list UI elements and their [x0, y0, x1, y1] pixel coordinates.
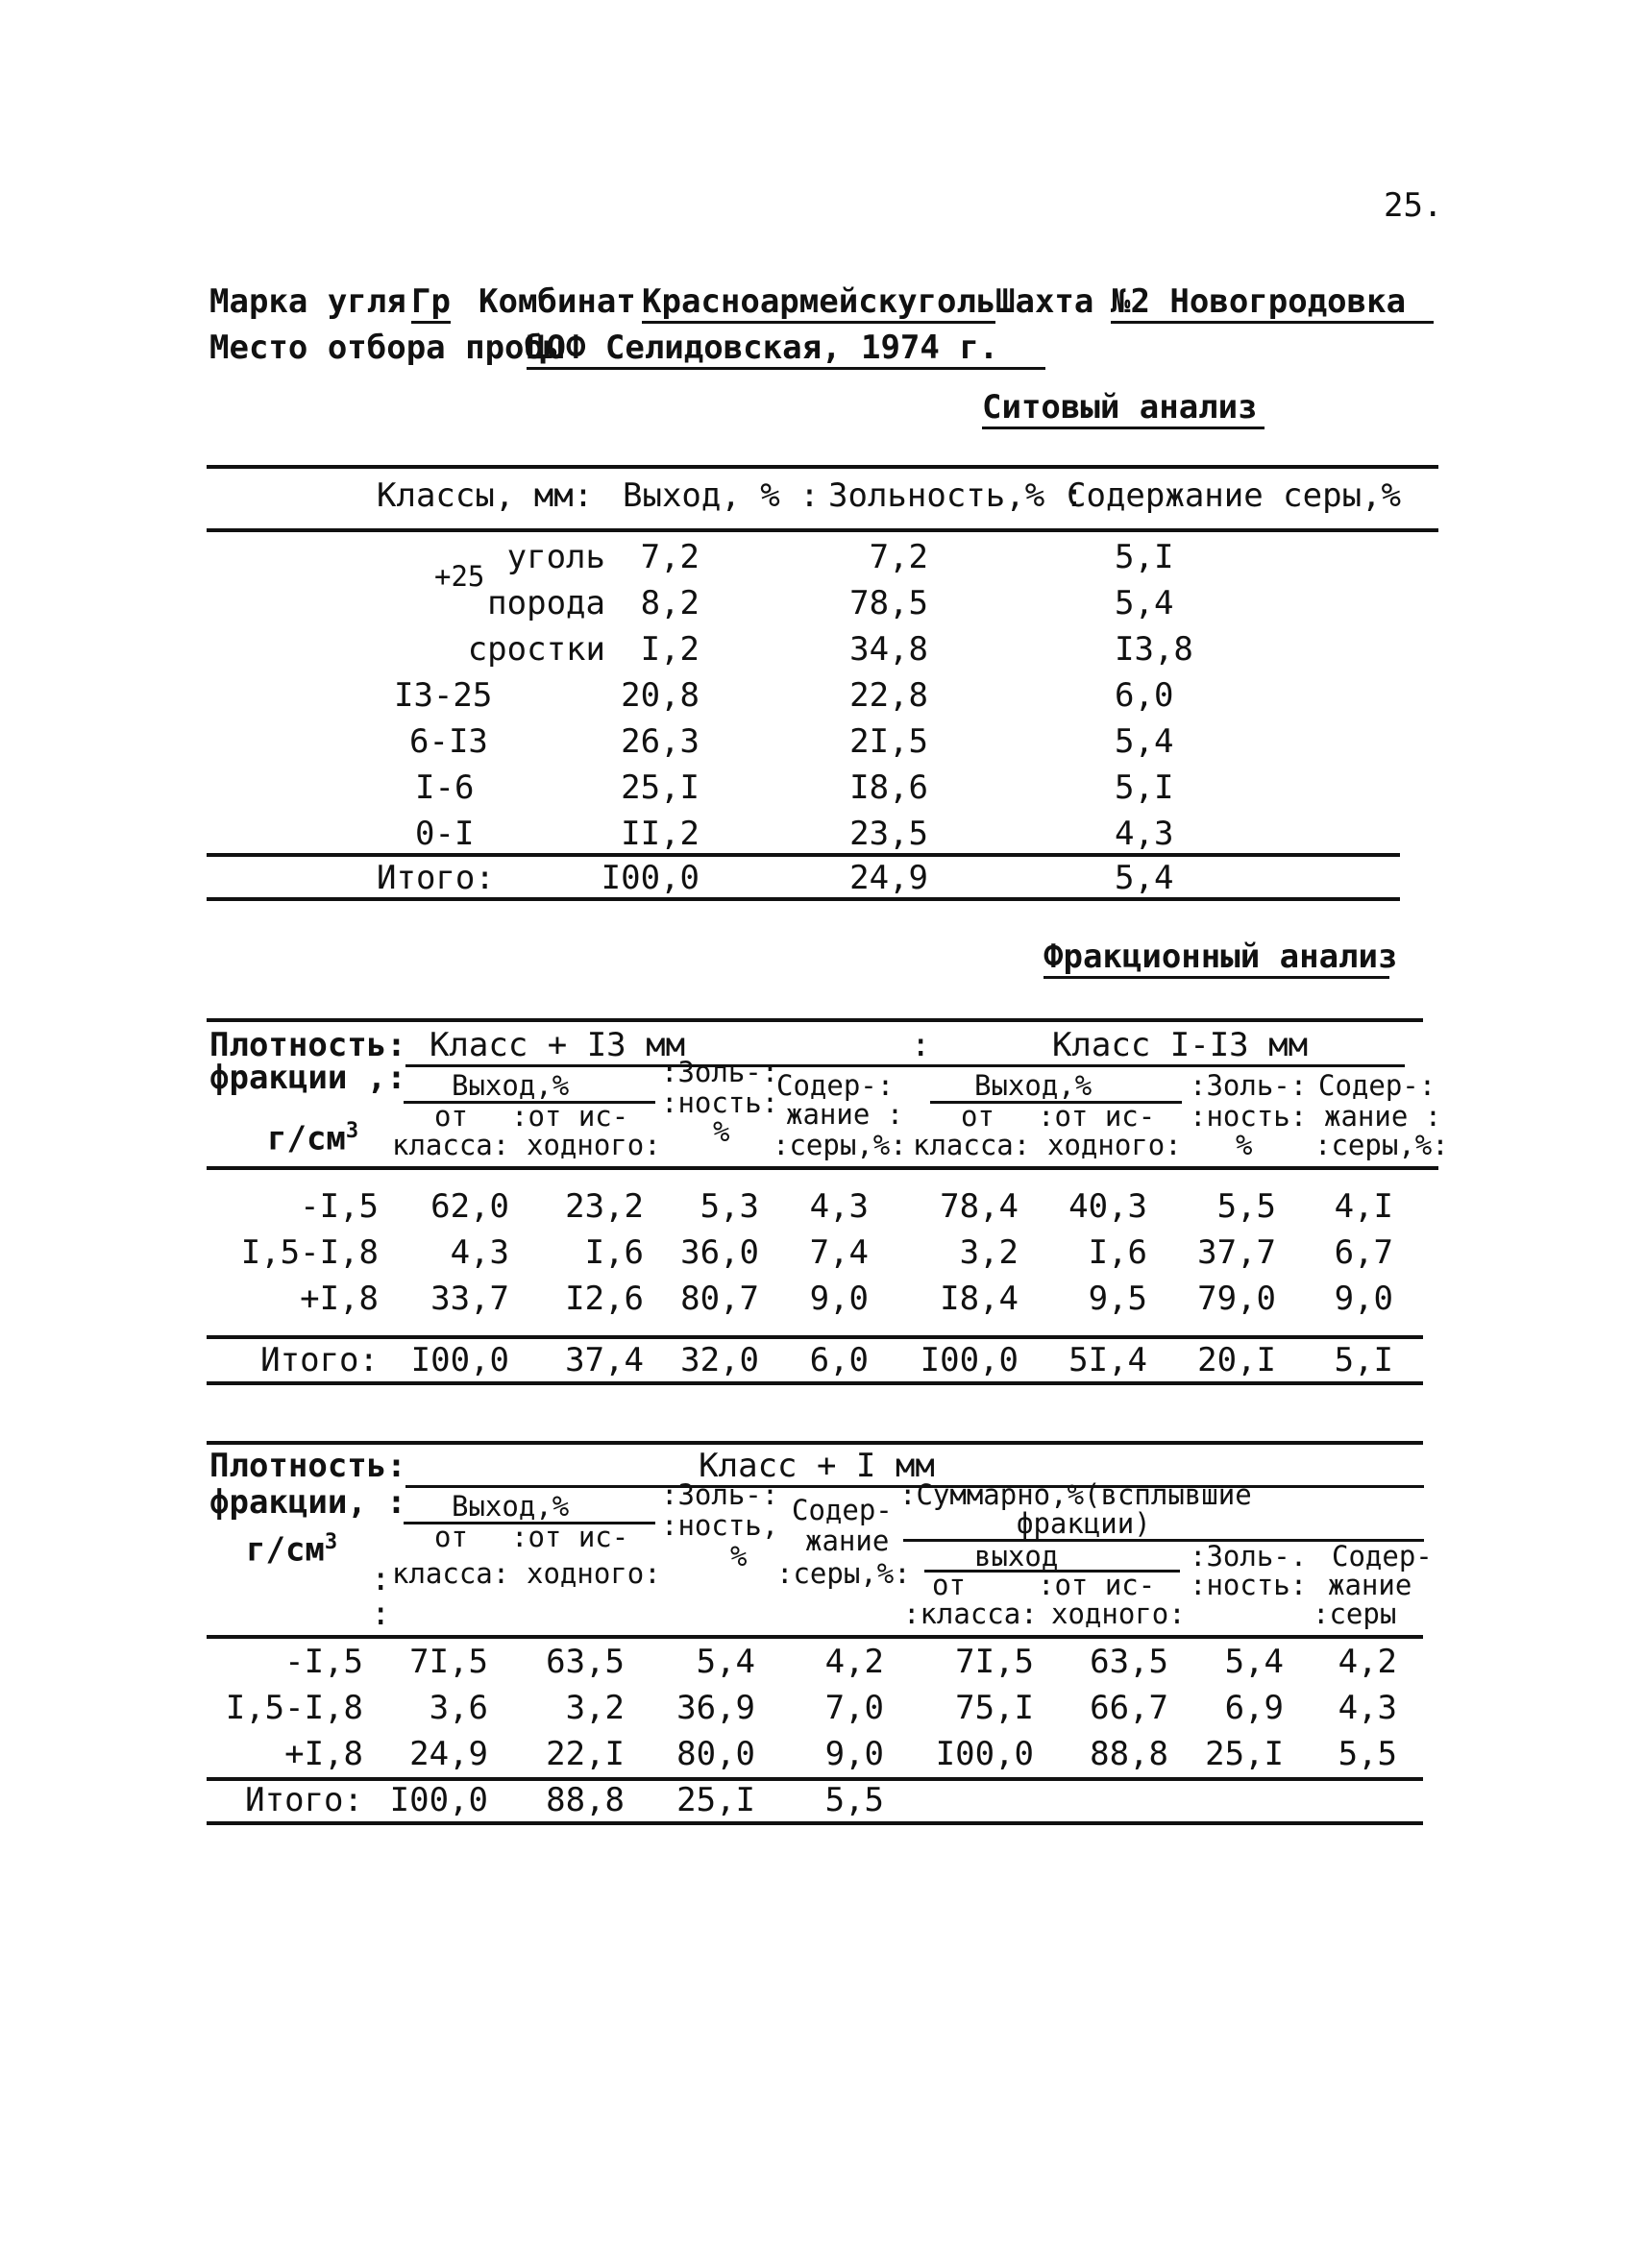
sieve-class: уголь	[506, 538, 605, 576]
fraction-total-a-is: 37,4	[565, 1341, 644, 1379]
kombinat-value: Красноармейскуголь	[642, 282, 995, 324]
third-sum-soder-1: Содер-	[1332, 1540, 1433, 1573]
sieve-top-rule	[207, 465, 1438, 469]
third-sum-sera-val: 4,2	[1338, 1643, 1397, 1681]
fraction-a-ot-val: 4,3	[450, 1233, 509, 1272]
third-is-val: 22,I	[546, 1735, 625, 1773]
third-ot-val: 7I,5	[409, 1643, 488, 1681]
fraction-b-sera-val: 4,I	[1334, 1187, 1393, 1226]
third-density-3	[246, 1524, 337, 1569]
third-zol-1: :Золь-:	[661, 1478, 779, 1511]
sieve-header-rule	[207, 528, 1438, 532]
third-sum-ot-val: I00,0	[935, 1735, 1034, 1773]
third-sum-zol-2: :ность:	[1190, 1569, 1308, 1601]
fraction-a-zol-val: 80,7	[680, 1280, 759, 1318]
sieve-sulfur: 6,0	[1115, 676, 1174, 715]
third-yield: Выход,%	[452, 1490, 570, 1523]
fraction-total-a-zol: 32,0	[680, 1341, 759, 1379]
third-ot-is: :от ис-	[511, 1521, 629, 1553]
fraction-a-hodnogo: ходного:	[527, 1129, 661, 1161]
fraction-a-is-val: 23,2	[565, 1187, 644, 1226]
sieve-total-yield: I00,0	[601, 859, 700, 897]
sieve-ash: 2I,5	[849, 722, 928, 761]
sieve-sulfur: 5,I	[1115, 768, 1174, 807]
fraction-density-1: Плотность:	[209, 1026, 406, 1064]
density-unit-sup: 3	[324, 1530, 338, 1554]
third-zol-val: 80,0	[676, 1735, 755, 1773]
marka-value: Гр	[411, 282, 451, 324]
fraction-a-ot-is: :от ис-	[511, 1100, 629, 1133]
sieve-class: I3-25	[394, 676, 493, 715]
fraction-a-zol-val: 5,3	[700, 1187, 759, 1226]
fraction-b-soder-1: Содер-:	[1318, 1069, 1436, 1102]
fraction-title: Фракционный анализ	[1043, 938, 1389, 979]
fraction-a-ot: от	[434, 1100, 468, 1133]
third-density: +I,8	[284, 1735, 363, 1773]
fraction-b-zol-val: 79,0	[1197, 1280, 1276, 1318]
third-zol-2: :ность,	[661, 1509, 779, 1542]
third-header-rule	[207, 1635, 1423, 1639]
fraction-b-zol-3: %	[1236, 1129, 1253, 1161]
fraction-bottom-rule	[207, 1381, 1423, 1385]
fraction-b-soder-2: жание :	[1324, 1100, 1442, 1133]
third-sum-1: :Суммарно,%(всплывшие	[899, 1478, 1252, 1511]
third-sum-is-val: 63,5	[1090, 1643, 1168, 1681]
fraction-total-b-zol: 20,I	[1197, 1341, 1276, 1379]
fraction-b-klassa: класса:	[913, 1129, 1031, 1161]
fraction-b-ot-val: 3,2	[959, 1233, 1019, 1272]
fraction-a-klassa: класса:	[392, 1129, 510, 1161]
fraction-total-rule	[207, 1335, 1423, 1339]
fraction-b-ot-val: 78,4	[940, 1187, 1019, 1226]
sieve-class: сростки	[467, 630, 605, 669]
fraction-density-2: фракции ,:	[209, 1059, 406, 1097]
fraction-class-rule	[405, 1064, 1405, 1067]
fraction-b-ot-val: I8,4	[940, 1280, 1019, 1318]
fraction-density-3	[267, 1112, 358, 1158]
third-density-1: Плотность:	[209, 1447, 406, 1485]
fraction-total-label: Итого:	[260, 1341, 379, 1379]
third-sum-sera-val: 5,5	[1338, 1735, 1397, 1773]
third-ot: от	[434, 1521, 468, 1553]
sieve-yield: 8,2	[640, 584, 700, 622]
fraction-class-b: Класс I-I3 мм	[1051, 1026, 1309, 1064]
page-number: 25.	[1384, 186, 1443, 225]
sieve-title: Ситовый анализ	[982, 388, 1264, 429]
third-zol-val: 36,9	[676, 1689, 755, 1727]
sieve-ash: 34,8	[849, 630, 928, 669]
third-sum-is-val: 66,7	[1090, 1689, 1168, 1727]
density-unit: г/см	[267, 1119, 346, 1158]
fraction-a-ot-val: 62,0	[430, 1187, 509, 1226]
third-hodnogo: ходного:	[527, 1557, 661, 1590]
sieve-total-label: Итого:	[377, 859, 495, 897]
third-soder-1: Содер-	[792, 1494, 893, 1526]
fraction-density: +I,8	[300, 1280, 379, 1318]
sieve-yield: 20,8	[621, 676, 700, 715]
third-sum-zol-val: 25,I	[1205, 1735, 1284, 1773]
fraction-density: I,5-I,8	[240, 1233, 379, 1272]
third-klassa: класса:	[392, 1557, 510, 1590]
third-sum-klassa: :класса:	[903, 1597, 1038, 1630]
third-sum-ot-val: 7I,5	[955, 1643, 1034, 1681]
shakhta-label: Шахта	[995, 282, 1094, 321]
sieve-class: порода	[487, 584, 605, 622]
sieve-total-rule	[207, 853, 1400, 857]
third-sum-soder-3: :серы	[1313, 1597, 1397, 1630]
third-bottom-rule	[207, 1821, 1423, 1825]
third-sum-hodnogo: ходного:	[1051, 1597, 1186, 1630]
fraction-total-a-ot: I00,0	[410, 1341, 509, 1379]
sieve-ash: 23,5	[849, 815, 928, 853]
fraction-b-is-val: 9,5	[1088, 1280, 1147, 1318]
mesto-label: Место отбора пробы	[209, 329, 564, 367]
sieve-header-ash: Зольность,% :	[828, 476, 1085, 515]
fraction-b-is-val: 40,3	[1068, 1187, 1147, 1226]
fraction-a-zol-2: :ность:	[661, 1086, 779, 1119]
fraction-colon-sep: :	[911, 1026, 931, 1064]
fraction-a-sera-val: 9,0	[809, 1280, 869, 1318]
third-sum-zol-val: 6,9	[1224, 1689, 1284, 1727]
density-unit-sup: 3	[345, 1119, 359, 1143]
third-zol-3: %	[730, 1540, 748, 1573]
kombinat-label: Комбинат	[479, 282, 636, 321]
mesto-value: ЦОФ Селидовская, 1974 г.	[527, 329, 1045, 370]
sieve-yield: II,2	[621, 815, 700, 853]
fraction-class-a: Класс + I3 мм	[429, 1026, 686, 1064]
sieve-header-sulfur: Содержание серы,%	[1067, 476, 1401, 515]
third-sum-soder-2: жание	[1328, 1569, 1412, 1601]
fraction-b-yield: Выход,%	[974, 1069, 1093, 1102]
fraction-b-ot-is: :от ис-	[1038, 1100, 1156, 1133]
fraction-a-soder-1: Содер-:	[776, 1069, 895, 1102]
fraction-b-is-val: I,6	[1088, 1233, 1147, 1272]
third-soder-3: :серы,%:	[776, 1557, 911, 1590]
sieve-sulfur: 5,I	[1115, 538, 1174, 576]
sieve-total-ash: 24,9	[849, 859, 928, 897]
third-is-val: 3,2	[565, 1689, 625, 1727]
third-total-ot: I00,0	[389, 1781, 488, 1819]
fraction-a-zol-1: :Золь-:	[661, 1056, 779, 1088]
third-is-val: 63,5	[546, 1643, 625, 1681]
fraction-a-is-val: I2,6	[565, 1280, 644, 1318]
sieve-class: I-6	[415, 768, 475, 807]
third-total-is: 88,8	[546, 1781, 625, 1819]
fraction-b-zol-val: 37,7	[1197, 1233, 1276, 1272]
third-zol-val: 5,4	[696, 1643, 755, 1681]
sieve-yield: 7,2	[640, 538, 700, 576]
fraction-b-zol-val: 5,5	[1216, 1187, 1276, 1226]
sieve-sulfur: 5,4	[1115, 722, 1174, 761]
fraction-b-soder-3: :серы,%:	[1314, 1129, 1449, 1161]
fraction-a-sera-val: 7,4	[809, 1233, 869, 1272]
sieve-yield: I,2	[640, 630, 700, 669]
fraction-density: -I,5	[300, 1187, 379, 1226]
sieve-bottom-rule	[207, 897, 1400, 901]
sieve-sulfur: I3,8	[1115, 630, 1193, 669]
fraction-b-zol-2: :ность:	[1190, 1100, 1308, 1133]
third-ot-val: 3,6	[429, 1689, 488, 1727]
sieve-ash: 22,8	[849, 676, 928, 715]
fraction-a-soder-2: жание :	[786, 1098, 904, 1131]
third-total-sera: 5,5	[824, 1781, 884, 1819]
fraction-header-rule	[207, 1166, 1438, 1170]
fraction-b-ot: от	[961, 1100, 994, 1133]
sieve-sulfur: 4,3	[1115, 815, 1174, 853]
fraction-total-a-sera: 6,0	[809, 1341, 869, 1379]
third-total-zol: 25,I	[676, 1781, 755, 1819]
fraction-a-sera-val: 4,3	[809, 1187, 869, 1226]
sieve-header-yield: Выход, % :	[623, 476, 820, 515]
sieve-yield: 25,I	[621, 768, 700, 807]
third-sum-sera-val: 4,3	[1338, 1689, 1397, 1727]
third-ot-val: 24,9	[409, 1735, 488, 1773]
fraction-b-sera-val: 9,0	[1334, 1280, 1393, 1318]
third-density-2: фракции, :	[209, 1483, 406, 1522]
third-sera-val: 9,0	[824, 1735, 884, 1773]
third-sum-ot-val: 75,I	[955, 1689, 1034, 1727]
sieve-header-classes: Классы, мм:	[377, 476, 594, 515]
marka-label: Марка угля	[209, 282, 406, 321]
fraction-a-yield: Выход,%	[452, 1069, 570, 1102]
fraction-b-hodnogo: ходного:	[1047, 1129, 1182, 1161]
third-sum-ot: от	[932, 1569, 966, 1601]
third-sum-zol-val: 5,4	[1224, 1643, 1284, 1681]
third-sum-yield: выход	[974, 1540, 1059, 1573]
third-top-rule	[207, 1441, 1423, 1445]
third-density: I,5-I,8	[225, 1689, 363, 1727]
third-sum-zol-1: :Золь-.	[1190, 1540, 1308, 1573]
fraction-a-zol-3: %	[713, 1115, 730, 1148]
third-sum-is-val: 88,8	[1090, 1735, 1168, 1773]
shakhta-value: №2 Новогродовка	[1111, 282, 1434, 324]
fraction-total-b-sera: 5,I	[1334, 1341, 1393, 1379]
third-sera-val: 4,2	[824, 1643, 884, 1681]
third-sum-2: фракции)	[1017, 1507, 1151, 1540]
third-soder-2: жание	[805, 1524, 890, 1557]
sieve-yield: 26,3	[621, 722, 700, 761]
sieve-ash: I8,6	[849, 768, 928, 807]
third-total-label: Итого:	[245, 1781, 363, 1819]
fraction-a-ot-val: 33,7	[430, 1280, 509, 1318]
third-class-title: Класс + I мм	[699, 1447, 935, 1485]
fraction-b-zol-1: :Золь-:	[1190, 1069, 1308, 1102]
sieve-class: 6-I3	[409, 722, 488, 761]
third-colon-b: :	[371, 1595, 391, 1633]
sieve-class: 0-I	[415, 815, 475, 853]
fraction-total-b-ot: I00,0	[920, 1341, 1019, 1379]
sieve-ash: 7,2	[869, 538, 928, 576]
third-colon-a: :	[371, 1560, 391, 1598]
sieve-total-sulfur: 5,4	[1115, 859, 1174, 897]
density-unit: г/см	[246, 1530, 325, 1570]
fraction-total-b-is: 5I,4	[1068, 1341, 1147, 1379]
sieve-sulfur: 5,4	[1115, 584, 1174, 622]
third-density: -I,5	[284, 1643, 363, 1681]
fraction-a-zol-val: 36,0	[680, 1233, 759, 1272]
third-sum-ot-is: :от ис-	[1038, 1569, 1156, 1601]
fraction-top-rule	[207, 1018, 1423, 1022]
fraction-a-soder-3: :серы,%:	[773, 1129, 907, 1161]
sieve-ash: 78,5	[849, 584, 928, 622]
third-sera-val: 7,0	[824, 1689, 884, 1727]
fraction-a-is-val: I,6	[584, 1233, 644, 1272]
fraction-b-sera-val: 6,7	[1334, 1233, 1393, 1272]
sieve-class-prefix: +25	[434, 560, 485, 593]
